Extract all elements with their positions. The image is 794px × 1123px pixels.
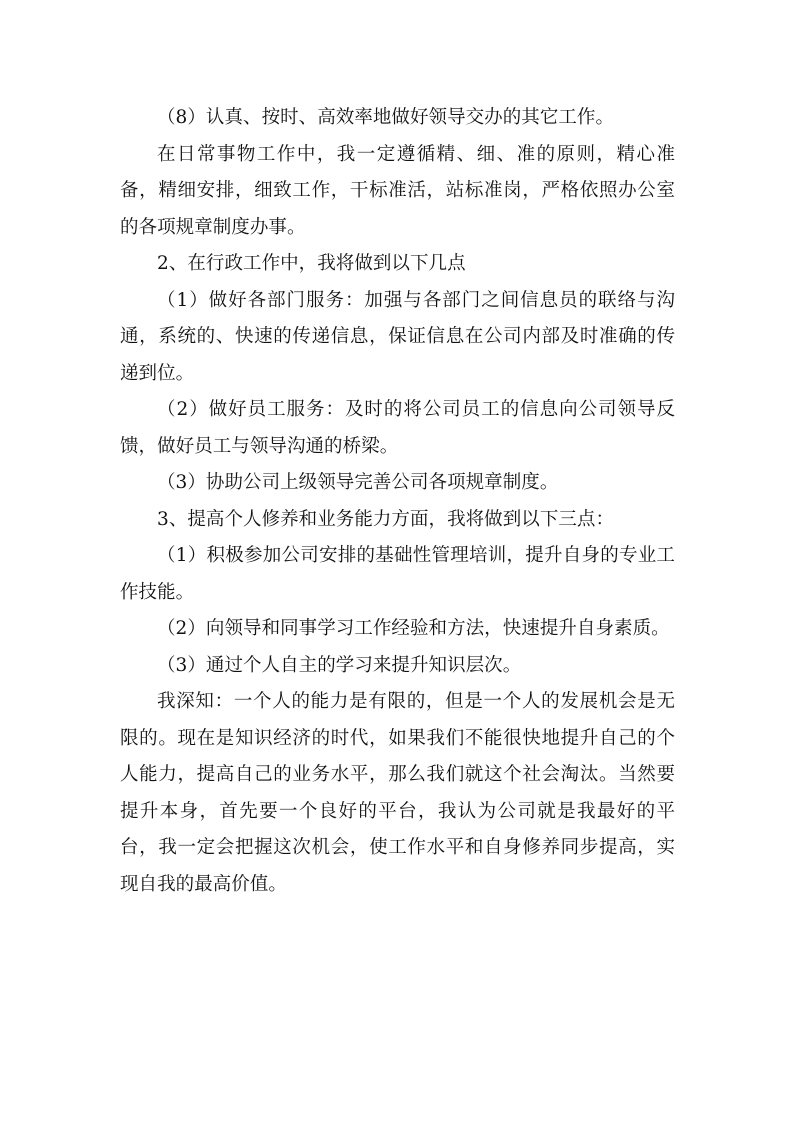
paragraph-daily-work: 在日常事物工作中，我一定遵循精、细、准的原则，精心准备，精细安排，细致工作，干标准活，站标准岗，严格依照办公室的各项规章制度办事。 bbox=[120, 143, 675, 238]
paragraph-section-3-heading: 3、提高个人修养和业务能力方面，我将做到以下三点： bbox=[157, 508, 615, 530]
paragraph-section-3-item-3: （3）通过个人自主的学习来提升知识层次。 bbox=[157, 654, 522, 676]
document-body bbox=[120, 100, 675, 903]
paragraph-section-2-item-3: （3）协助公司上级领导完善公司各项规章制度。 bbox=[157, 472, 559, 493]
paragraph-section-2-item-1: （1）做好各部门服务：加强与各部门之间信息员的联络与沟通，系统的、快速的传递信息，保证信息在公司内部及时准确的传递到位。 bbox=[120, 289, 675, 384]
paragraph-section-3-item-1: （1）积极参加公司安排的基础性管理培训，提升自身的专业工作技能。 bbox=[120, 545, 675, 603]
paragraph-item-8: （8）认真、按时、高效率地做好领导交办的其它工作。 bbox=[157, 107, 615, 128]
paragraph-section-2-item-2: （2）做好员工服务：及时的将公司员工的信息向公司领导反馈，做好员工与领导沟通的桥梁。 bbox=[120, 399, 675, 457]
paragraph-section-2-heading: 2、在行政工作中，我将做到以下几点 bbox=[157, 253, 466, 274]
paragraph-conclusion: 我深知：一个人的能力是有限的，但是一个人的发展机会是无限的。现在是知识经济的时代，如果我们不能很快地提升自己的个人能力，提高自己的业务水平，那么我们就这个社会淘汰。当然要提升本身，首先要一个良好的平台，我认为公司就是我最好的平台，我一定会把握这次机会，使工作水平和自身修养同步提高，实现自我的最高价值。 bbox=[120, 691, 675, 895]
paragraph-section-3-item-2: （2）向领导和同事学习工作经验和方法，快速提升自身素质。 bbox=[157, 618, 670, 639]
